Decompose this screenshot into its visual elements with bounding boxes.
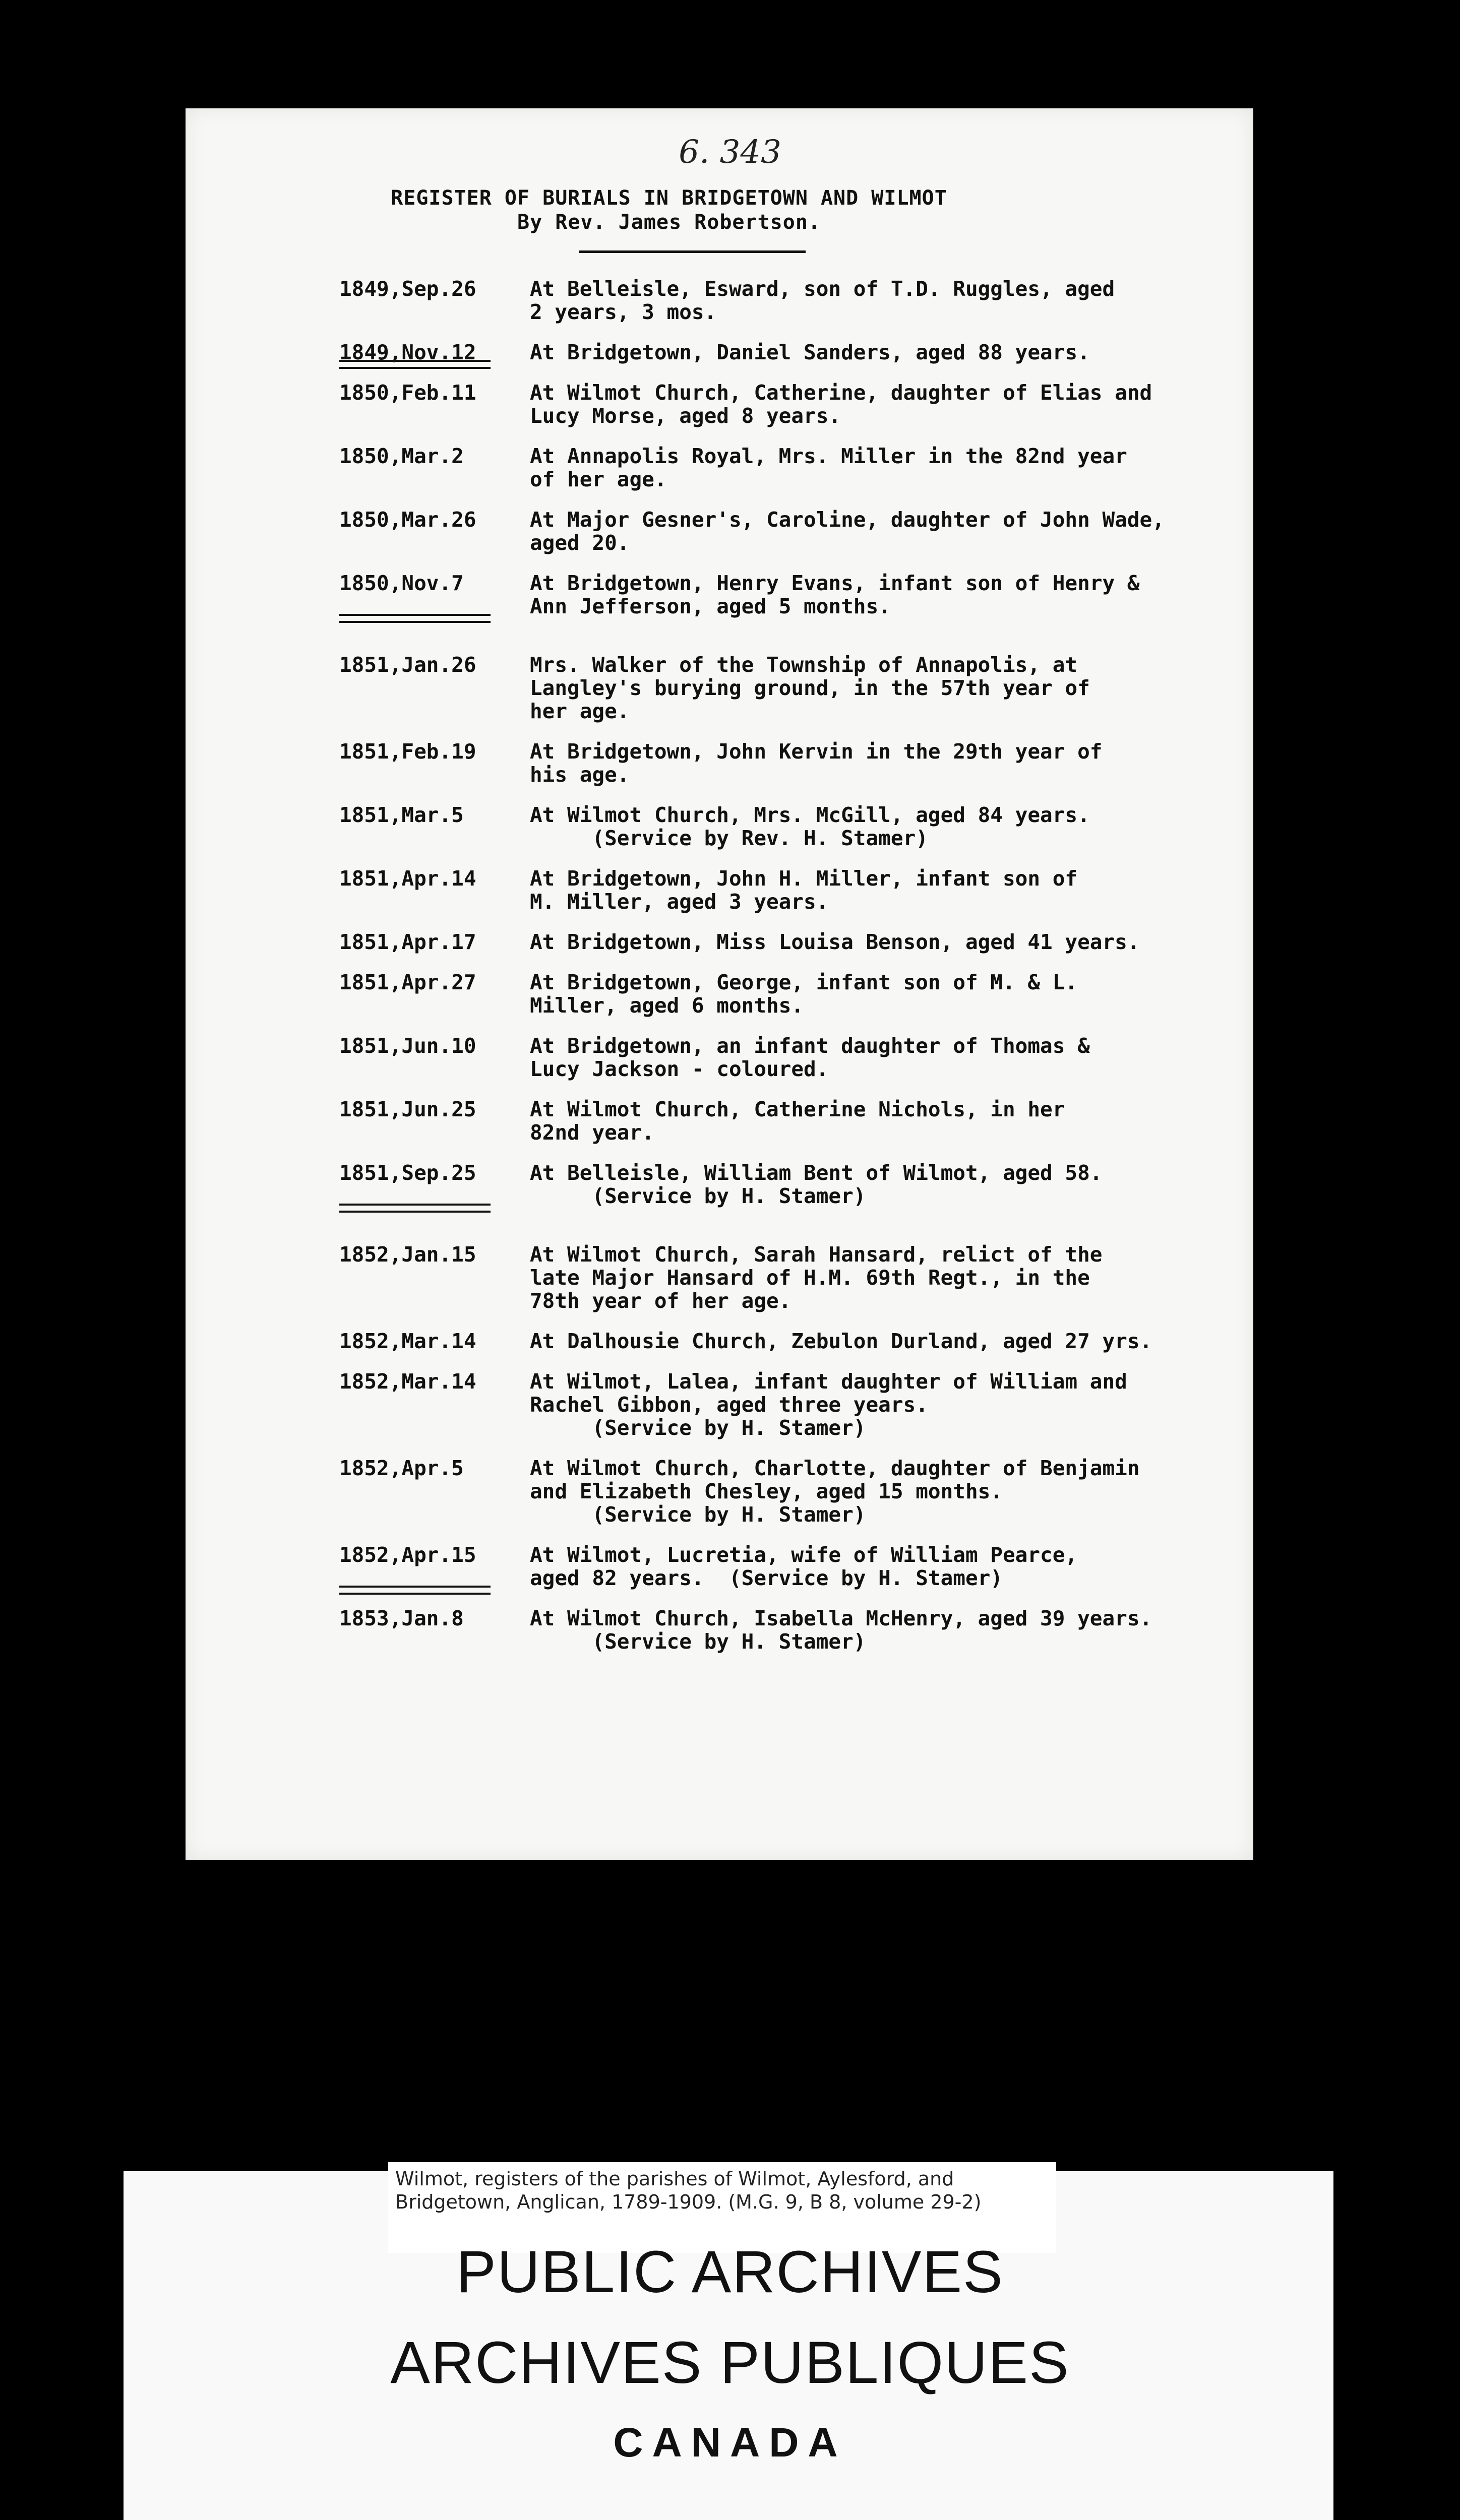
burial-entry [339,1543,1222,1590]
burial-entry [339,381,1222,427]
burial-entry [339,867,1222,913]
entry-date: 1849,Nov.12 [339,341,530,364]
entry-text: At Bridgetown, George, infant son of M. & L. Miller, aged 6 months. [530,970,1078,1018]
entry-text: At Bridgetown, Henry Evans, infant son of Henry & Ann Jefferson, aged 5 months. [530,571,1140,618]
burial-entry [339,508,1222,554]
entry-date: 1851,Apr.14 [339,866,476,891]
entry-text: At Wilmot, Lalea, infant daughter of William and Rachel Gibbon, aged three years. (Service by H. Stamer) [530,1369,1127,1440]
entry-date: 1852,Apr.5 [339,1456,464,1480]
entry-date: 1851,Jun.10 [339,1034,476,1058]
entry-date: 1852,Mar.14 [339,1369,476,1394]
burial-entry [339,1161,1222,1208]
burial-entry [339,653,1222,723]
entry-text: At Wilmot Church, Catherine, daughter of Elias and Lucy Morse, aged 8 years. [530,381,1152,428]
burial-entry [339,572,1222,618]
entry-text: At Dalhousie Church, Zebulon Durland, aged 27 yrs. [530,1329,1152,1353]
entry-text: At Wilmot Church, Catherine Nichols, in her 82nd year. [530,1097,1065,1145]
burial-entry [339,341,1222,364]
burial-entry [339,1034,1222,1081]
entry-text: At Major Gesner's, Caroline, daughter of John Wade, aged 20. [530,508,1165,555]
entry-date: 1852,Jan.15 [339,1242,476,1267]
burial-entry [339,1607,1222,1653]
entry-date: 1851,Sep.25 [339,1161,530,1208]
entry-date: 1850,Mar.2 [339,444,464,468]
entry-date: 1850,Mar.26 [339,508,476,532]
burial-entry [339,1243,1222,1312]
entry-text: At Wilmot Church, Isabella McHenry, aged 39 years. (Service by H. Stamer) [530,1606,1152,1654]
entry-text: At Belleisle, William Bent of Wilmot, aged 58. (Service by H. Stamer) [530,1161,1103,1208]
burial-entry [339,277,1222,324]
title-rule [579,250,806,253]
entry-text: At Wilmot, Lucretia, wife of William Pearce, aged 82 years. (Service by H. Stamer) [530,1543,1078,1590]
archives-country: CANADA [613,2420,847,2466]
entry-date: 1850,Feb.11 [339,381,476,405]
entry-date: 1852,Apr.15 [339,1543,530,1590]
entry-date: 1849,Sep.26 [339,277,476,301]
archives-french: ARCHIVES PUBLIQUES [390,2329,1070,2396]
entry-text: At Belleisle, Esward, son of T.D. Ruggles, aged 2 years, 3 mos. [530,277,1115,324]
entry-date: 1852,Mar.14 [339,1329,476,1353]
burial-entry [339,740,1222,786]
burial-entry [339,1370,1222,1439]
entry-date: 1851,Jun.25 [339,1097,476,1121]
register-subtitle: By Rev. James Robertson. [517,211,821,234]
entry-text: At Bridgetown, Miss Louisa Benson, aged 41 years. [530,930,1140,954]
burial-entry [339,971,1222,1017]
burial-entry [339,1330,1222,1353]
entry-date: 1851,Apr.27 [339,970,476,994]
register-page [186,108,1253,1860]
burial-entries [339,277,1222,1670]
entry-date: 1851,Mar.5 [339,803,464,827]
entry-text: At Bridgetown, Daniel Sanders, aged 88 years. [530,340,1090,364]
entry-text: At Bridgetown, an infant daughter of Thomas & Lucy Jackson - coloured. [530,1034,1090,1081]
entry-text: At Bridgetown, John H. Miller, infant son of M. Miller, aged 3 years. [530,866,1078,914]
entry-date: 1851,Jan.26 [339,653,476,677]
entry-date: 1851,Apr.17 [339,930,476,954]
archives-english: PUBLIC ARCHIVES [456,2239,1004,2305]
entry-text: At Wilmot Church, Mrs. McGill, aged 84 years. (Service by Rev. H. Stamer) [530,803,1090,850]
burial-entry [339,1098,1222,1144]
burial-entry [339,930,1222,954]
burial-entry [339,803,1222,850]
entry-text: At Wilmot Church, Charlotte, daughter of Benjamin and Elizabeth Chesley, aged 15 months. (Service by H. Stamer) [530,1456,1140,1527]
entry-text: At Bridgetown, John Kervin in the 29th year of his age. [530,739,1103,787]
register-title: REGISTER OF BURIALS IN BRIDGETOWN AND WILMOT [391,186,947,210]
entry-date: 1850,Nov.7 [339,572,530,618]
entry-text: At Annapolis Royal, Mrs. Miller in the 82nd year of her age. [530,444,1127,491]
folio-number: 6. 343 [679,134,781,171]
entry-date: 1851,Feb.19 [339,739,476,764]
archive-source-note: Wilmot, registers of the parishes of Wilmot, Aylesford, and Bridgetown, Anglican, 1789-1909. (M.G. 9, B 8, volume 29-2) [388,2162,1056,2253]
entry-date: 1853,Jan.8 [339,1606,464,1630]
entry-text: At Wilmot Church, Sarah Hansard, relict of the late Major Hansard of H.M. 69th Regt., in the 78th year of her age. [530,1242,1103,1313]
burial-entry [339,445,1222,491]
entry-text: Mrs. Walker of the Township of Annapolis, at Langley's burying ground, in the 57th year of her age. [530,653,1090,723]
burial-entry [339,1457,1222,1526]
